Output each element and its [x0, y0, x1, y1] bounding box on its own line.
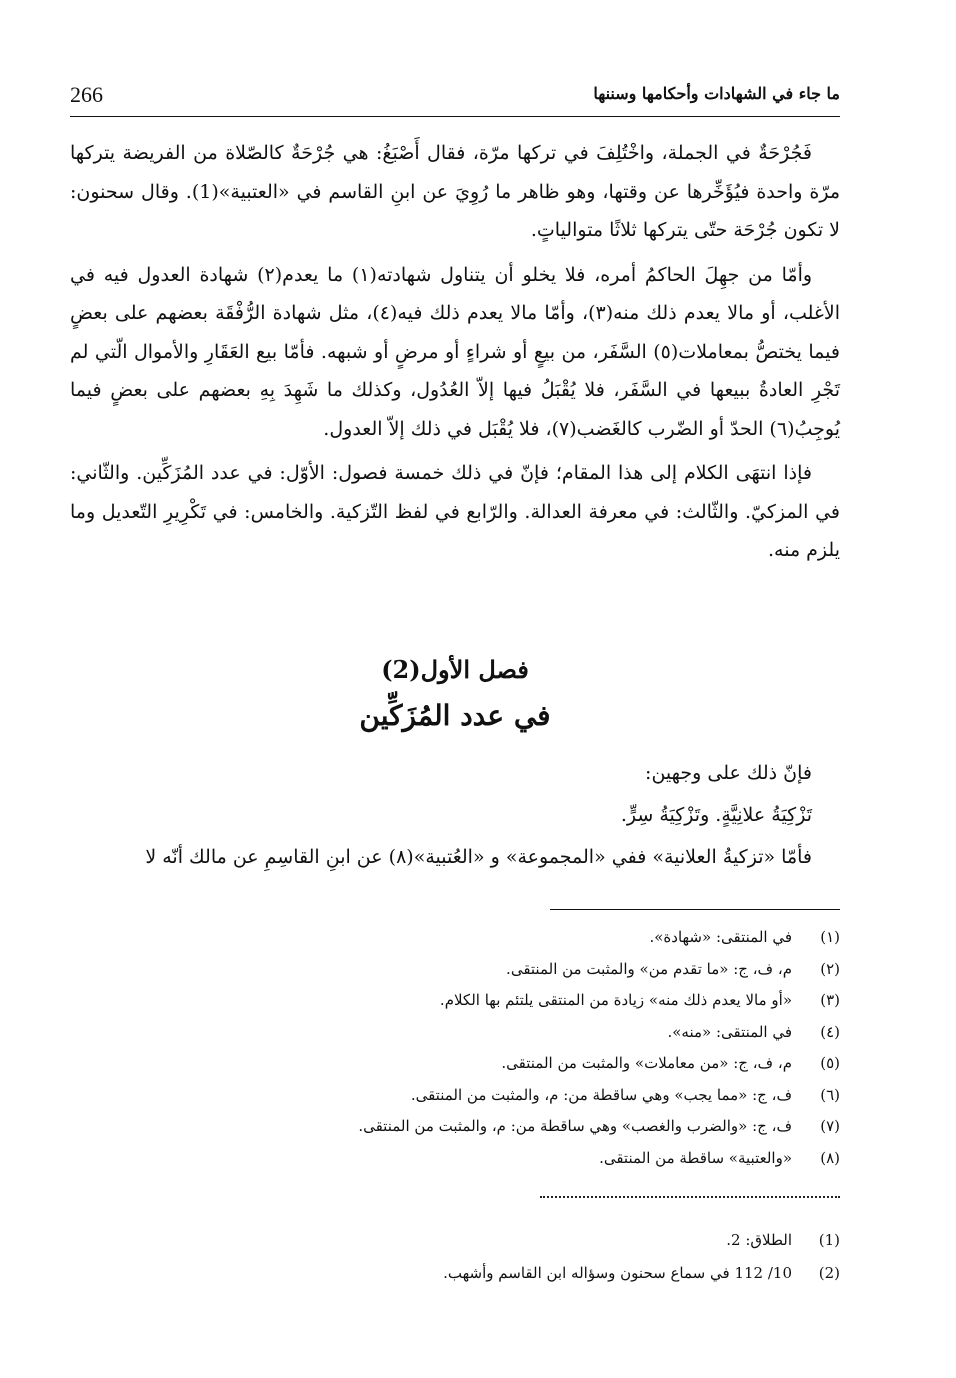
running-title: ما جاء في الشهادات وأحكامها وسننها: [593, 84, 840, 103]
page-number: 266: [70, 82, 103, 107]
endnote-number: (2): [818, 1264, 840, 1282]
endnote: [70, 1224, 840, 1257]
footnote-number: (٧): [820, 1117, 840, 1135]
chapter-subtitle: في عدد المُزَكِّين: [359, 699, 551, 732]
endnotes-list: [70, 1224, 840, 1290]
text-line: فأمّا «تزكيةُ العلانية» ففي «المجموعة» و «العُتبية»(٨) عن ابنِ القاسِمِ عن مالك أنّه لا: [145, 846, 812, 868]
footnote: [70, 954, 840, 986]
endnote-text: 10/ 112 في سماع سحنون وسؤاله ابن القاسم وأشهب.: [443, 1264, 792, 1282]
footnote-number: (١): [820, 928, 840, 946]
footnote-number: (٥): [820, 1054, 840, 1072]
chapter-text: [70, 752, 840, 878]
footnote: [70, 1143, 840, 1175]
main-text: [70, 134, 840, 570]
footnote-text: في المنتقى: «شهادة».: [649, 928, 792, 946]
footnote-separator: [550, 909, 840, 910]
paragraph: فَجُرْحَةٌ في الجملة، واخْتُلِفَ في تركها مرّة، فقال أَصْبَغُ: هي جُرْحَةٌ كالصّلاة من الفريضة يتركها مرّة واحدة فيُؤَخِّرها عن وقتها، وهو ظاهر ما رُوِيَ عن ابنِ القاسم في «العتبية»(1). وقال سحنون: لا تكون جُرْحَة حتّى يتركها ثلاثًا متوالياتٍ.: [70, 142, 840, 241]
footnote: [70, 1048, 840, 1080]
paragraph: وأمّا من جهِلَ الحاكمُ أمره، فلا يخلو أن يتناول شهادته(١) ما يعدم(٢) شهادة العدول فيه في الأغلب، أو مالا يعدم ذلك منه(٣)، وأمّا مالا يعدم ذلك فيه(٤)، مثل شهادة الرُّفْقَة بعضهم على بعضٍ فيما يختصُّ بمعاملات(٥) السَّفَر، من بيعٍ أو شراءٍ أو مرضٍ أو شبهه. فأمّا بيع العَقَارِ والأموال الّتي لم تَجْرِ العادةُ ببيعها في السَّفَر، فلا يُقْبَلُ فيها إلاّ العُدُول، وكذلك ما شَهِدَ بِهِ بعضهم على بعضٍ فيما يُوجِبُ(٦) الحدّ أو الضّرب كالغَضب(٧)، فلا يُقْبَل في ذلك إلاّ العدول.: [70, 263, 840, 440]
text-line: تَزْكِيَةُ علانِيَّةٍ. وتَزْكِيَةُ سِرٍّ.: [620, 804, 812, 826]
footnote-text: «أو مالا يعدم ذلك منه» زيادة من المنتقى يلتئم بها الكلام.: [439, 991, 792, 1009]
paragraph: فإذا انتهَى الكلام إلى هذا المقام؛ فإنّ في ذلك خمسة فصول: الأوّل: في عدد المُزَكِّين. والثّاني: في المزكيّ. والثّالث: في معرفة العدالة. والرّابع في لفظ التّزكية. والخامس: في تَكْرِيرِ التّعديل وما يلزم منه.: [70, 462, 840, 561]
text-line: فإنّ ذلك على وجهين:: [645, 762, 812, 784]
footnote-number: (٦): [820, 1085, 840, 1104]
endnote-text: الطلاق: 2.: [726, 1231, 792, 1249]
footnote: [70, 1111, 840, 1143]
endnote: [70, 1257, 840, 1290]
footnote-text: ف، ج: «مما يجب» وهي ساقطة من: م، والمثبت من المنتقى.: [410, 1085, 792, 1104]
footnote-number: (٣): [820, 991, 840, 1009]
dotted-separator: [540, 1196, 840, 1198]
footnote-number: (٤): [820, 1022, 840, 1041]
footnote-text: م، ف، ج: «من معاملات» والمثبت من المنتقى.: [501, 1054, 792, 1072]
footnote-text: في المنتقى: «منه».: [667, 1022, 792, 1041]
footnote-text: م، ف، ج: «ما تقدم من» والمثبت من المنتقى.: [506, 959, 792, 978]
endnote-number: (1): [818, 1231, 840, 1249]
footnote-number: (٢): [820, 959, 840, 978]
footnote: [70, 985, 840, 1017]
footnotes-list: [70, 922, 840, 1174]
chapter-title: فصل الأول(2): [381, 655, 529, 684]
chapter-heading: [70, 650, 840, 738]
footnote-number: (٨): [820, 1148, 840, 1167]
footnote: [70, 1080, 840, 1112]
footnote: [70, 1017, 840, 1049]
footnote: [70, 922, 840, 954]
footnote-text: «والعتبية» ساقطة من المنتقى.: [599, 1148, 792, 1167]
page-header: [70, 78, 840, 117]
footnote-text: ف، ج: «والضرب والغصب» وهي ساقطة من: م، والمثبت من المنتقى.: [358, 1117, 792, 1135]
